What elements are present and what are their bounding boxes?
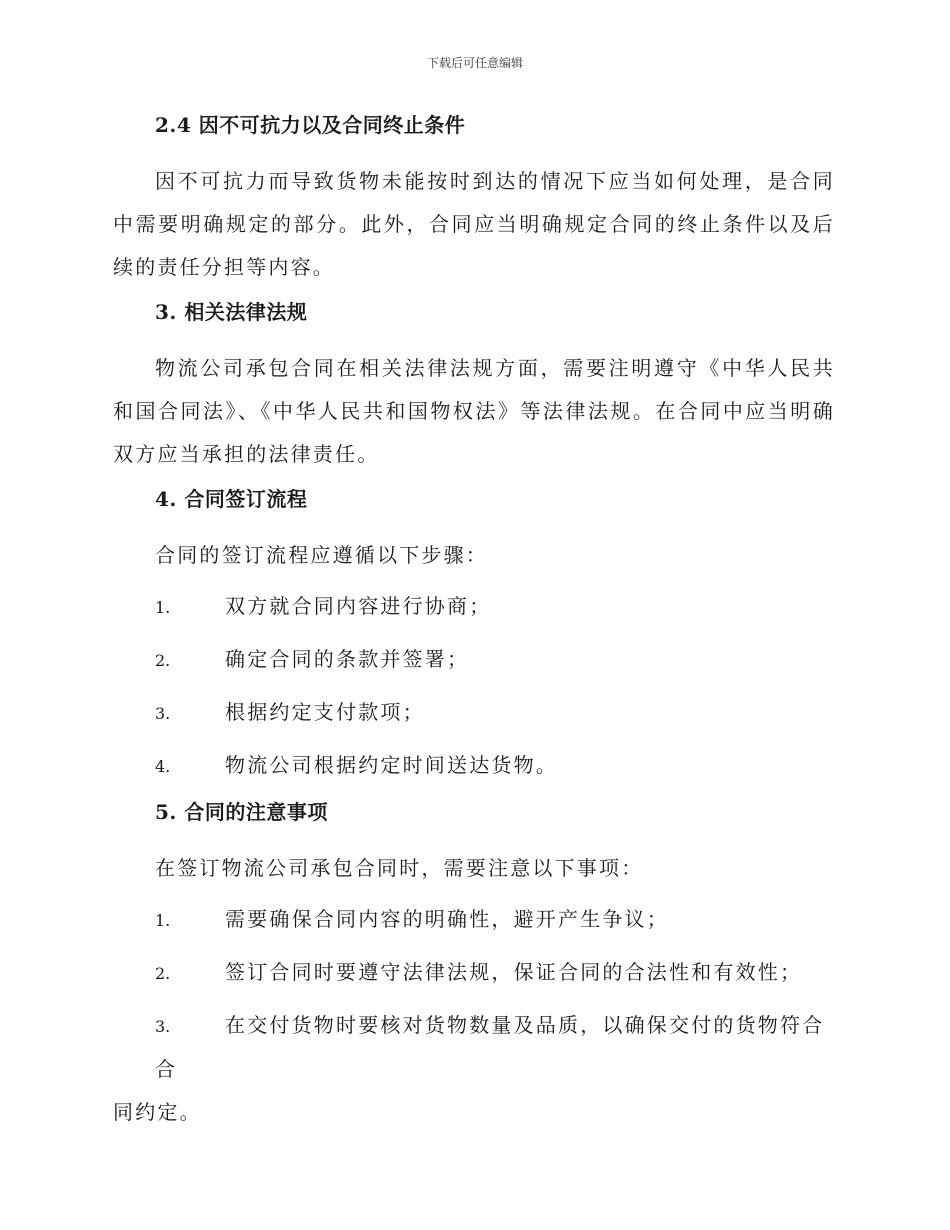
- list-item: [113, 744, 835, 788]
- section-intro-4: 合同的签订流程应遵循以下步骤：: [155, 543, 488, 567]
- list-item-number: 1.: [155, 911, 171, 930]
- list-item-number: 3.: [155, 1017, 171, 1036]
- list-item-text: 签订合同时要遵守法律法规，保证合同的合法性和有效性；: [225, 960, 803, 984]
- list-item-number: 1.: [155, 598, 171, 617]
- list-item-number: 3.: [155, 704, 171, 723]
- list-item-number: 4.: [155, 757, 171, 776]
- section-heading-5: 5. 合同的注意事项: [155, 800, 328, 824]
- header-note: 下载后可任意编辑: [426, 56, 523, 70]
- section-intro-5: 在签订物流公司承包合同时，需要注意以下事项：: [155, 856, 644, 880]
- list-item-text: 根据约定支付款项；: [225, 700, 425, 724]
- section-paragraph-2-4: 因不可抗力而导致货物未能按时到达的情况下应当如何处理，是合同中需要明确规定的部分。此外，合同应当明确规定合同的终止条件以及后续的责任分担等内容。: [113, 169, 835, 279]
- list-item: [113, 638, 835, 682]
- steps-list: [113, 585, 835, 788]
- notes-list: [113, 898, 835, 1134]
- list-item-number: 2.: [155, 651, 171, 670]
- list-item: [113, 1004, 835, 1134]
- list-item-text: 在交付货物时要核对货物数量及品质，以确保交付的货物符合合: [155, 1013, 825, 1081]
- list-item-number: 2.: [155, 964, 171, 983]
- list-item: [113, 585, 835, 629]
- section-paragraph-3: 物流公司承包合同在相关法律法规方面，需要注明遵守《中华人民共和国合同法》、《中华人民共和国物权法》等法律法规。在合同中应当明确双方应当承担的法律责任。: [113, 356, 835, 466]
- section-heading-4: 4. 合同签订流程: [155, 487, 308, 511]
- list-item: [113, 898, 835, 942]
- document-body: [113, 110, 835, 1143]
- list-item: [113, 691, 835, 735]
- list-item: [113, 951, 835, 995]
- section-heading-2-4: 2.4 因不可抗力以及合同终止条件: [155, 113, 466, 137]
- section-heading-3: 3. 相关法律法规: [155, 300, 308, 324]
- list-item-text: 确定合同的条款并签署；: [225, 647, 470, 671]
- list-item-text: 双方就合同内容进行协商；: [225, 594, 492, 618]
- list-item-text: 物流公司根据约定时间送达货物。: [225, 753, 558, 777]
- list-item-text: 需要确保合同内容的明确性，避开产生争议；: [225, 907, 669, 931]
- list-item-text-continued: 同约定。: [113, 1100, 202, 1124]
